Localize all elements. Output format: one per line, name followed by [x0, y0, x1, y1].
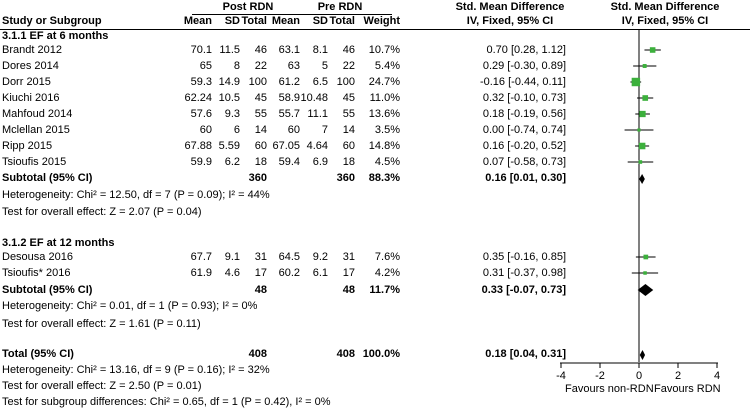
total-post-cell: 100 [248, 76, 267, 88]
total-post-cell: 55 [254, 108, 267, 120]
overall-effect-text: Test for overall effect: Z = 1.61 (P = 0.11) [2, 318, 201, 330]
ci-cell: 0.16 [-0.20, 0.52] [482, 140, 566, 152]
study-marker [643, 64, 647, 68]
mean-pre-header: Mean [271, 15, 300, 27]
sd-post-header: SD [224, 15, 240, 27]
mean-pre-cell: 55.7 [278, 108, 300, 120]
ci-cell: 0.29 [-0.30, 0.89] [482, 60, 566, 72]
subgroup-title: 3.1.1 EF at 6 months [2, 30, 109, 42]
weight-cell: 7.6% [374, 251, 400, 263]
summary-diamond [639, 174, 645, 184]
heterogeneity-text: Heterogeneity: Chi² = 0.01, df = 1 (P = 0.93); I² = 0% [2, 300, 258, 312]
weight-cell: 5.4% [374, 60, 400, 72]
study-marker [639, 111, 645, 117]
weight-cell: 4.5% [374, 156, 400, 168]
total-overall-effect-text: Test for overall effect: Z = 2.50 (P = 0.01) [2, 380, 202, 392]
study-marker [642, 95, 648, 101]
favours-left-label: Favours non-RDN [565, 383, 654, 395]
subgroup-differences-text: Test for subgroup differences: Chi² = 0.65, df = 1 (P = 0.42), I² = 0% [2, 396, 331, 408]
total-post-cell: 45 [254, 92, 267, 104]
method-header-plot: IV, Fixed, 95% CI [621, 15, 709, 27]
sd-pre-cell: 9.2 [312, 251, 328, 263]
sd-pre-cell: 6.5 [312, 76, 328, 88]
x-tick-label: 4 [713, 370, 721, 382]
mean-post-cell: 67.7 [190, 251, 212, 263]
total-post-header: Total [241, 15, 267, 27]
sd-post-cell: 8 [233, 60, 240, 72]
study-marker [639, 160, 643, 164]
sd-post-cell: 6.2 [224, 156, 240, 168]
subtotal-n-pre: 360 [336, 172, 355, 184]
sd-post-cell: 4.6 [224, 267, 240, 279]
study-marker [650, 47, 656, 53]
group-post-header: Post RDN [222, 1, 274, 13]
ci-cell: 0.32 [-0.10, 0.73] [482, 92, 566, 104]
total-post-cell: 60 [254, 140, 267, 152]
sd-pre-cell: 7 [321, 124, 328, 136]
ci-cell: -0.16 [-0.44, 0.11] [479, 76, 566, 88]
ci-cell: 0.31 [-0.37, 0.98] [482, 267, 566, 279]
sd-post-cell: 11.5 [219, 44, 240, 56]
subtotal-n-post: 360 [248, 172, 267, 184]
mean-post-cell: 59.3 [190, 76, 212, 88]
mean-pre-cell: 59.4 [278, 156, 300, 168]
weight-cell: 3.5% [374, 124, 400, 136]
study-marker [632, 78, 640, 86]
total-pre-cell: 17 [342, 267, 355, 279]
mean-pre-cell: 60.2 [278, 267, 300, 279]
mean-post-cell: 62.24 [184, 92, 212, 104]
sd-pre-header: SD [312, 15, 328, 27]
total-pre-cell: 46 [342, 44, 355, 56]
mean-pre-cell: 63 [287, 60, 300, 72]
subtotal-n-pre: 48 [342, 284, 355, 296]
total-pre-header: Total [329, 15, 355, 27]
x-tick-label: 2 [674, 370, 682, 382]
total-pre-cell: 45 [342, 92, 355, 104]
sd-post-cell: 9.3 [224, 108, 240, 120]
mean-pre-cell: 60 [287, 124, 300, 136]
study-name: Brandt 2012 [2, 44, 62, 56]
study-name: Mahfoud 2014 [2, 108, 73, 120]
mean-post-header: Mean [183, 15, 212, 27]
total-post-cell: 46 [254, 44, 267, 56]
heterogeneity-text: Heterogeneity: Chi² = 12.50, df = 7 (P = 0.09); I² = 44% [2, 189, 270, 201]
favours-right-label: Favours RDN [654, 383, 721, 395]
sd-post-cell: 9.1 [224, 251, 240, 263]
x-tick-label: -2 [595, 370, 605, 382]
study-marker [639, 143, 646, 150]
total-post-cell: 18 [254, 156, 267, 168]
total-pre-cell: 22 [342, 60, 355, 72]
sd-pre-cell: 6.1 [312, 267, 328, 279]
total-pre-cell: 60 [342, 140, 355, 152]
weight-cell: 10.7% [368, 44, 400, 56]
weight-cell: 13.6% [368, 108, 400, 120]
weight-cell: 11.0% [369, 92, 400, 104]
subtotal-ci: 0.33 [-0.07, 0.73] [481, 284, 566, 296]
study-marker [637, 128, 640, 131]
mean-post-cell: 65 [199, 60, 212, 72]
ci-cell: 0.18 [-0.19, 0.56] [482, 108, 566, 120]
weight-cell: 14.8% [368, 140, 400, 152]
mean-post-cell: 57.6 [190, 108, 212, 120]
subtotal-label: Subtotal (95% CI) [2, 172, 93, 184]
study-name: Tsioufis* 2016 [2, 267, 71, 279]
mean-pre-cell: 61.2 [278, 76, 300, 88]
sd-pre-cell: 5 [321, 60, 328, 72]
total-label: Total (95% CI) [2, 348, 74, 360]
total-pre-cell: 100 [336, 76, 355, 88]
method-header: IV, Fixed, 95% CI [466, 15, 554, 27]
sd-pre-cell: 11.1 [307, 108, 328, 120]
mean-post-cell: 70.1 [190, 44, 212, 56]
subtotal-weight: 88.3% [368, 172, 400, 184]
total-post-cell: 31 [254, 251, 267, 263]
total-pre-cell: 18 [342, 156, 355, 168]
weight-cell: 4.2% [374, 267, 400, 279]
study-name: Dorr 2015 [2, 76, 51, 88]
sd-post-cell: 14.9 [218, 76, 240, 88]
study-name: Ripp 2015 [2, 140, 53, 152]
mean-post-cell: 59.9 [190, 156, 212, 168]
ci-cell: 0.00 [-0.74, 0.74] [482, 124, 566, 136]
x-tick-label: 0 [635, 370, 643, 382]
mean-post-cell: 60 [199, 124, 212, 136]
subgroup-title: 3.1.2 EF at 12 months [2, 237, 115, 249]
summary-diamond [638, 284, 654, 296]
total-pre-cell: 31 [342, 251, 355, 263]
ci-cell: 0.35 [-0.16, 0.85] [482, 251, 566, 263]
total-post-cell: 22 [254, 60, 267, 72]
ci-cell: 0.70 [0.28, 1.12] [486, 44, 566, 56]
total-post-cell: 14 [254, 124, 267, 136]
total-pre-cell: 14 [342, 124, 355, 136]
sd-post-cell: 6 [233, 124, 240, 136]
study-name: Dores 2014 [2, 60, 59, 72]
overall-effect-text: Test for overall effect: Z = 2.07 (P = 0.04) [2, 206, 202, 218]
weight-cell: 24.7% [368, 76, 400, 88]
mean-post-cell: 61.9 [190, 267, 212, 279]
total-pre-cell: 55 [342, 108, 355, 120]
subtotal-n-post: 48 [254, 284, 267, 296]
study-name: Kiuchi 2016 [2, 92, 60, 104]
subtotal-weight: 11.7% [369, 284, 400, 296]
subtotal-label: Subtotal (95% CI) [2, 284, 93, 296]
sd-pre-cell: 4.64 [306, 140, 328, 152]
study-marker [643, 255, 648, 260]
mean-pre-cell: 58.9 [278, 92, 300, 104]
sd-pre-cell: 8.1 [312, 44, 328, 56]
sd-pre-cell: 10.48 [300, 92, 328, 104]
x-tick-label: -4 [556, 370, 566, 382]
total-post-cell: 17 [254, 267, 267, 279]
mean-pre-cell: 67.05 [272, 140, 300, 152]
study-column-header: Study or Subgroup [2, 15, 102, 27]
total-n-pre: 408 [336, 348, 355, 360]
smd-header: Std. Mean Difference [455, 1, 565, 13]
total-ci: 0.18 [0.04, 0.31] [485, 348, 566, 360]
study-name: Tsioufis 2015 [2, 156, 67, 168]
summary-diamond [640, 350, 645, 360]
mean-post-cell: 67.88 [184, 140, 212, 152]
study-name: Mclellan 2015 [2, 124, 70, 136]
sd-pre-cell: 6.9 [312, 156, 328, 168]
mean-pre-cell: 63.1 [278, 44, 300, 56]
weight-header: Weight [363, 15, 400, 27]
total-n-post: 408 [248, 348, 267, 360]
total-heterogeneity-text: Heterogeneity: Chi² = 13.16, df = 9 (P = 0.16); I² = 32% [2, 364, 270, 376]
subtotal-ci: 0.16 [0.01, 0.30] [485, 172, 566, 184]
group-pre-header: Pre RDN [317, 1, 363, 13]
ci-cell: 0.07 [-0.58, 0.73] [482, 156, 566, 168]
study-marker [643, 271, 646, 274]
mean-pre-cell: 64.5 [278, 251, 300, 263]
sd-post-cell: 10.5 [218, 92, 240, 104]
smd-header-plot: Std. Mean Difference [610, 1, 720, 13]
study-name: Desousa 2016 [2, 251, 73, 263]
total-weight: 100.0% [362, 348, 400, 360]
sd-post-cell: 5.59 [218, 140, 240, 152]
